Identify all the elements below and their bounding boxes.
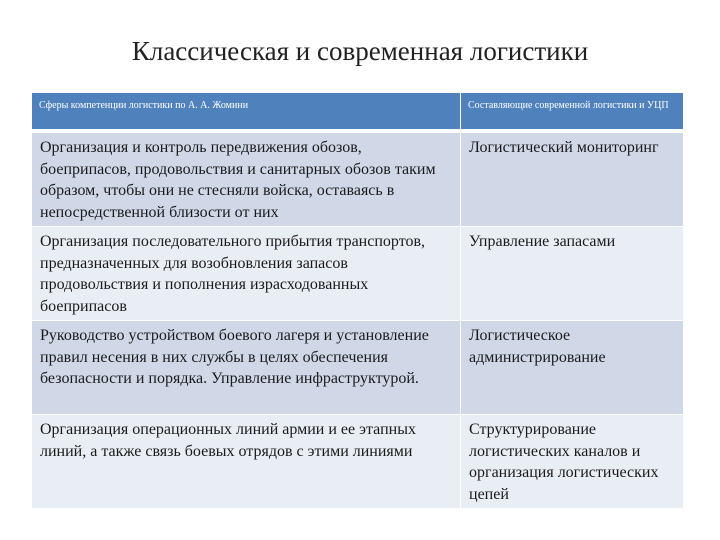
modern-cell: Логистический мониторинг [460, 132, 683, 226]
table-row [32, 132, 683, 226]
modern-cell: Структурирование логистических каналов и организация логистических цепей [460, 414, 683, 508]
classic-cell: Организация последовательного прибытия транспортов, предназначенных для возобновления запасов продовольствия и пополнения израсходованных боеприпасов [32, 226, 460, 320]
header-classic-competence: Сферы компетенции логистики по А. А. Жомини [32, 93, 460, 132]
table-row [32, 414, 683, 508]
classic-cell: Организация операционных линий армии и ее этапных линий, а также связь боевых отрядов с этими линиями [32, 414, 460, 508]
table-row [32, 320, 683, 414]
classic-cell: Руководство устройством боевого лагеря и установление правил несения в них службы в целях обеспечения безопасности и порядка. Управление инфраструктурой. [32, 320, 460, 414]
slide-title: Классическая и современная логистики [131, 36, 589, 66]
modern-cell: Управление запасами [460, 226, 683, 320]
table-header-row [32, 93, 683, 132]
table-row [32, 226, 683, 320]
header-modern-components: Составляющие современной логистики и УЦП [460, 93, 683, 132]
modern-cell: Логистическое администрирование [460, 320, 683, 414]
classic-cell: Организация и контроль передвижения обозов, боеприпасов, продовольствия и санитарных обозов таким образом, чтобы они не стесняли войска, оставаясь в непосредственной близости от них [32, 132, 460, 226]
comparison-table [32, 93, 683, 508]
